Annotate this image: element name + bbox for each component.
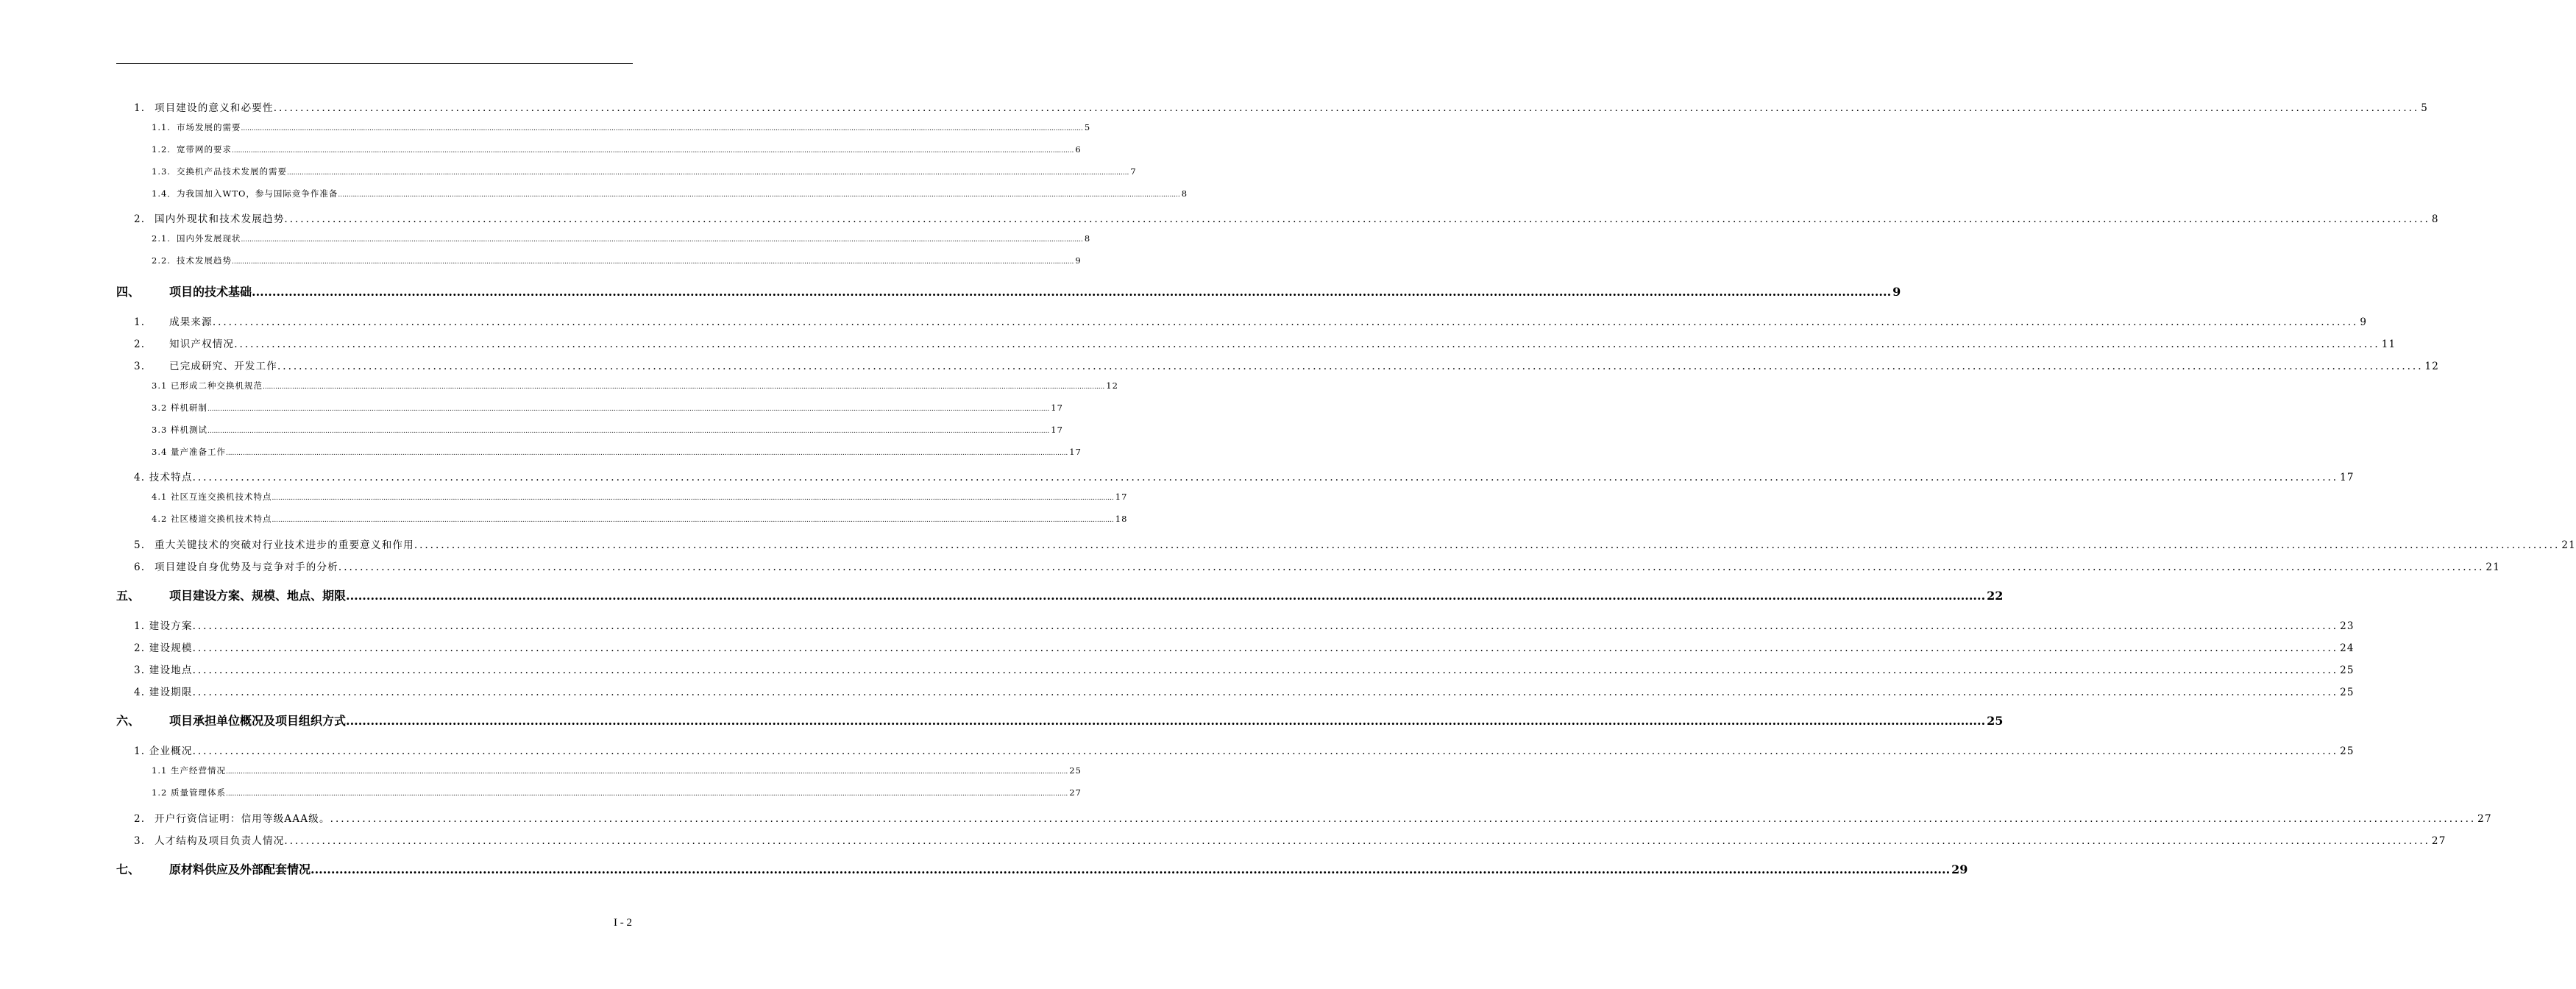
- toc-entry-title: [134, 662, 193, 676]
- toc-entry-number: 6.: [134, 561, 146, 573]
- toc-page-number: 27: [2477, 813, 2492, 825]
- toc-entry-title: [152, 446, 226, 458]
- toc-entry-title: [152, 402, 207, 414]
- toc-leader-dots: ................................................................................................................................................................................................................................................................................................................................................................................................................: [225, 768, 1068, 776]
- toc-entry-title: [134, 358, 277, 372]
- toc-entry[interactable]: [134, 832, 2447, 847]
- toc-entry-text: 原材料供应及外部配套情况: [169, 862, 311, 876]
- toc-leader-dots: ................................................................................................................................................................................................................................................................................................................................................................................................................: [273, 102, 2420, 114]
- header-rule: [116, 63, 633, 64]
- toc-entry[interactable]: [152, 787, 1082, 798]
- toc-entry[interactable]: [152, 402, 1063, 414]
- toc-entry-text: 项目建设自身优势及与竞争对手的分析: [155, 561, 338, 573]
- toc-page-number: 17: [2340, 472, 2355, 483]
- toc-entry-text: 国内外发展现状: [177, 233, 241, 244]
- toc-entry[interactable]: [134, 684, 2355, 698]
- toc-chapter-entry[interactable]: [116, 586, 2004, 603]
- toc-entry[interactable]: [152, 446, 1082, 458]
- toc-page-number: 9: [2360, 316, 2368, 328]
- toc-page-number: 25: [2340, 745, 2355, 757]
- toc-entry-text: 知识产权情况: [169, 338, 235, 350]
- toc-entry-title: [134, 336, 234, 350]
- toc-leader-dots: ................................................................................................................................................................................................................................................................................................................................................................................................................: [284, 835, 2430, 847]
- toc-leader-dots: ................................................................................................................................................................................................................................................................................................................................................................................................................: [287, 169, 1129, 177]
- toc-entry-text: 4.1 社区互连交换机技术特点: [152, 492, 272, 502]
- toc-entry-text: 项目的技术基础: [169, 285, 252, 299]
- toc-page-number: 27: [2431, 835, 2447, 847]
- toc-entry-text: 1.2 质量管理体系: [152, 787, 226, 798]
- toc-entry-number: 5.: [134, 539, 146, 551]
- toc-page-number: 17: [1115, 492, 1128, 502]
- toc-page-number: 21: [2485, 561, 2501, 573]
- toc-leader-dots: ................................................................................................................................................................................................................................................................................................................................................................................................................: [212, 316, 2359, 328]
- toc-entry-text: 重大关键技术的突破对行业技术进步的重要意义和作用: [155, 539, 414, 551]
- toc-page-number: 25: [1069, 765, 1082, 776]
- toc-leader-dots: ................................................................................................................................................................................................................................................................................................................................................................................................................: [192, 642, 2339, 654]
- toc-entry-title: [134, 210, 284, 225]
- toc-entry[interactable]: [134, 210, 2439, 225]
- toc-page-number: 8: [1084, 233, 1091, 244]
- toc-entry-number: 2.2.: [152, 255, 171, 266]
- toc-entry-text: 3. 建设地点: [134, 664, 193, 676]
- toc-page-number: 7: [1130, 166, 1137, 177]
- toc-entry-title: [152, 787, 226, 798]
- toc-page-number: 25: [2340, 664, 2355, 676]
- toc-page-number: 9: [1892, 285, 1901, 299]
- toc-entry[interactable]: [152, 121, 1091, 133]
- toc-entry-title: [134, 810, 330, 825]
- toc-entry-text: 4. 技术特点: [134, 472, 193, 483]
- toc-entry-title: [152, 255, 232, 266]
- toc-entry[interactable]: [134, 639, 2355, 654]
- toc-page-number: 17: [1051, 425, 1063, 435]
- toc-page-number: 24: [2340, 642, 2355, 654]
- toc-entry-title: [152, 121, 241, 133]
- toc-entry[interactable]: [134, 742, 2355, 757]
- toc-page-number: 25: [1987, 714, 2004, 728]
- toc-entry-text: 1.1 生产经营情况: [152, 765, 226, 776]
- toc-entry-number: 四、: [116, 285, 141, 299]
- toc-entry-text: 1. 企业概况: [134, 745, 193, 757]
- toc-leader-dots: ................................................................................................................................................................................................................................................................................................................................................................................................................: [192, 472, 2339, 483]
- toc-entry-text: 项目建设的意义和必要性: [155, 102, 274, 114]
- toc-entry-title: [116, 283, 252, 299]
- toc-entry-title: [152, 380, 263, 391]
- toc-page-number: 22: [1987, 589, 2004, 603]
- toc-entry-text: 3.3 样机测试: [152, 425, 207, 435]
- toc-leader-dots: ................................................................................................................................................................................................................................................................................................................................................................................................................: [207, 405, 1050, 413]
- toc-leader-dots: ................................................................................................................................................................................................................................................................................................................................................................................................................: [241, 236, 1083, 244]
- toc-entry[interactable]: [152, 255, 1082, 266]
- toc-entry-number: 3.: [134, 835, 146, 847]
- toc-entry[interactable]: [134, 358, 2440, 372]
- toc-entry-title: [134, 536, 414, 551]
- toc-leader-dots: ................................................................................................................................................................................................................................................................................................................................................................................................................: [232, 258, 1074, 266]
- toc-entry[interactable]: [152, 765, 1082, 776]
- toc-page-number: 27: [1069, 787, 1082, 798]
- toc-entry-number: 2.1.: [152, 233, 171, 244]
- toc-entry-text: 3.4 量产准备工作: [152, 447, 226, 457]
- toc-entry-text: 成果来源: [169, 316, 213, 328]
- toc-entry-number: 1.3.: [152, 166, 171, 177]
- toc-entry-title: [134, 99, 274, 114]
- toc-entry-text: 3.2 样机研制: [152, 403, 207, 413]
- toc-leader-dots: ................................................................................................................................................................................................................................................................................................................................................................................................................: [234, 338, 2380, 350]
- toc-page-number: 12: [2424, 361, 2440, 372]
- toc-leader-dots: ................................................................................................................................................................................................................................................................................................................................................................................................................: [207, 428, 1050, 435]
- toc-entry-title: [152, 233, 241, 244]
- toc-entry-text: 为我国加入WTO，参与国际竞争作准备: [177, 188, 338, 199]
- toc-entry-number: 七、: [116, 862, 141, 876]
- toc-page-number: 8: [1181, 188, 1188, 199]
- toc-entry-title: [116, 860, 311, 877]
- toc-entry-text: 技术发展趋势: [177, 255, 232, 266]
- toc-entry[interactable]: [134, 313, 2368, 328]
- toc-entry-title: [116, 586, 346, 603]
- toc-entry-title: [134, 832, 284, 847]
- toc-page-number: 21: [2561, 539, 2576, 551]
- toc-entry-text: 人才结构及项目负责人情况: [155, 835, 285, 847]
- toc-entry[interactable]: [152, 424, 1063, 436]
- toc-page-number: 8: [2431, 213, 2439, 225]
- toc-entry-text: 项目建设方案、规模、地点、期限: [169, 589, 347, 603]
- toc-entry-title: [152, 491, 272, 503]
- toc-leader-dots: ................................................................................................................................................................................................................................................................................................................................................................................................................: [225, 790, 1068, 798]
- toc-entry-title: [152, 166, 287, 177]
- toc-entry-text: 市场发展的需要: [177, 122, 241, 132]
- toc-entry-text: 交换机产品技术发展的需要: [177, 166, 287, 177]
- toc-page-number: 5: [2421, 102, 2429, 114]
- toc-leader-dots: ................................................................................................................................................................................................................................................................................................................................................................................................................: [192, 687, 2339, 698]
- toc-leader-dots: ................................................................................................................................................................................................................................................................................................................................................................................................................: [262, 383, 1105, 391]
- toc-entry-title: [134, 684, 193, 698]
- toc-entry-number: 1.: [134, 316, 146, 328]
- toc-entry-number: 五、: [116, 589, 141, 603]
- toc-page-number: 18: [1115, 514, 1128, 524]
- toc-entry-title: [152, 424, 207, 436]
- toc-page-number: 12: [1106, 380, 1118, 391]
- toc-entry-title: [116, 712, 346, 729]
- toc-entry-text: 3.1 已形成二种交换机规范: [152, 380, 263, 391]
- toc-entry-number: 2.: [134, 813, 146, 825]
- toc-entry-title: [134, 313, 213, 328]
- toc-page-number: 17: [1051, 403, 1063, 413]
- toc-leader-dots: ................................................................................................................................................................................................................................................................................................................................................................................................................: [311, 862, 1951, 876]
- toc-page-number: 29: [1951, 862, 1968, 876]
- toc-leader-dots: ................................................................................................................................................................................................................................................................................................................................................................................................................: [252, 285, 1892, 299]
- toc-leader-dots: ................................................................................................................................................................................................................................................................................................................................................................................................................: [225, 450, 1068, 457]
- toc-entry-number: 2.: [134, 338, 146, 350]
- toc-entry-title: [152, 188, 338, 199]
- toc-entry-text: 已完成研究、开发工作: [169, 361, 277, 372]
- toc-entry[interactable]: [134, 810, 2492, 825]
- toc-entry-text: 项目承担单位概况及项目组织方式: [169, 714, 347, 728]
- toc-entry-text: 2. 建设规模: [134, 642, 193, 654]
- toc-entry-text: 4.2 社区楼道交换机技术特点: [152, 514, 272, 524]
- toc-entry[interactable]: [134, 617, 2355, 632]
- toc-entry-number: 3.: [134, 361, 146, 372]
- toc-entry-title: [134, 639, 193, 654]
- toc-leader-dots: ................................................................................................................................................................................................................................................................................................................................................................................................................: [272, 494, 1114, 502]
- toc-entry-title: [134, 617, 193, 632]
- toc-entry[interactable]: [152, 233, 1091, 244]
- toc-leader-dots: ................................................................................................................................................................................................................................................................................................................................................................................................................: [192, 664, 2339, 676]
- toc-entry-text: 开户行资信证明：信用等级AAA级。: [155, 813, 330, 825]
- toc-leader-dots: ................................................................................................................................................................................................................................................................................................................................................................................................................: [277, 361, 2424, 372]
- toc-entry-text: 4. 建设期限: [134, 687, 193, 698]
- toc-chapter-entry[interactable]: [116, 283, 1901, 299]
- toc-page-number: 11: [2381, 338, 2396, 350]
- toc-entry-number: 1.1.: [152, 122, 171, 132]
- toc-leader-dots: ................................................................................................................................................................................................................................................................................................................................................................................................................: [272, 517, 1114, 524]
- toc-chapter-entry[interactable]: [116, 712, 2004, 729]
- toc-entry[interactable]: [134, 536, 2576, 551]
- toc-entry[interactable]: [134, 336, 2396, 350]
- toc-page-number: 5: [1084, 122, 1091, 132]
- toc-leader-dots: ................................................................................................................................................................................................................................................................................................................................................................................................................: [192, 620, 2339, 632]
- toc-entry[interactable]: [152, 188, 1188, 199]
- toc-leader-dots: ................................................................................................................................................................................................................................................................................................................................................................................................................: [192, 745, 2339, 757]
- toc-leader-dots: ................................................................................................................................................................................................................................................................................................................................................................................................................: [338, 191, 1180, 199]
- toc-entry-title: [152, 765, 226, 776]
- toc-entry-text: 1. 建设方案: [134, 620, 193, 632]
- toc-entry-title: [134, 742, 193, 757]
- toc-page-number: 17: [1069, 447, 1082, 457]
- toc-entry-title: [152, 513, 272, 525]
- toc-leader-dots: ................................................................................................................................................................................................................................................................................................................................................................................................................: [330, 813, 2477, 825]
- toc-entry[interactable]: [152, 491, 1128, 503]
- page-number: I - 2: [614, 917, 632, 929]
- toc-entry-title: [134, 469, 193, 483]
- toc-entry-title: [152, 143, 232, 155]
- toc-chapter-entry[interactable]: [116, 860, 1968, 877]
- toc-entry[interactable]: [152, 166, 1137, 177]
- toc-leader-dots: ................................................................................................................................................................................................................................................................................................................................................................................................................: [414, 539, 2561, 551]
- toc-entry[interactable]: [134, 559, 2501, 573]
- toc-entry-number: 1.: [134, 102, 146, 114]
- toc-entry-text: 国内外现状和技术发展趋势: [155, 213, 285, 225]
- toc-entry[interactable]: [134, 99, 2429, 114]
- toc-page-number: 25: [2340, 687, 2355, 698]
- toc-leader-dots: ................................................................................................................................................................................................................................................................................................................................................................................................................: [346, 589, 1986, 603]
- toc-entry-number: 六、: [116, 714, 141, 728]
- toc-leader-dots: ................................................................................................................................................................................................................................................................................................................................................................................................................: [241, 125, 1083, 132]
- toc-entry-text: 宽带网的要求: [177, 144, 232, 155]
- toc-leader-dots: ................................................................................................................................................................................................................................................................................................................................................................................................................: [232, 147, 1074, 155]
- toc-entry-number: 1.2.: [152, 144, 171, 155]
- toc-entry[interactable]: [134, 662, 2355, 676]
- toc-entry[interactable]: [152, 513, 1128, 525]
- toc-leader-dots: ................................................................................................................................................................................................................................................................................................................................................................................................................: [346, 714, 1986, 728]
- toc-page-number: 9: [1075, 255, 1082, 266]
- toc-entry[interactable]: [152, 380, 1118, 391]
- toc-leader-dots: ................................................................................................................................................................................................................................................................................................................................................................................................................: [284, 213, 2430, 225]
- toc-entry-title: [134, 559, 338, 573]
- toc-entry-number: 2.: [134, 213, 146, 225]
- toc-page-number: 6: [1075, 144, 1082, 155]
- toc-page-number: 23: [2340, 620, 2355, 632]
- toc-entry[interactable]: [134, 469, 2355, 483]
- toc-leader-dots: ................................................................................................................................................................................................................................................................................................................................................................................................................: [338, 561, 2485, 573]
- toc-entry-number: 1.4．: [152, 188, 177, 199]
- toc-entry[interactable]: [152, 143, 1082, 155]
